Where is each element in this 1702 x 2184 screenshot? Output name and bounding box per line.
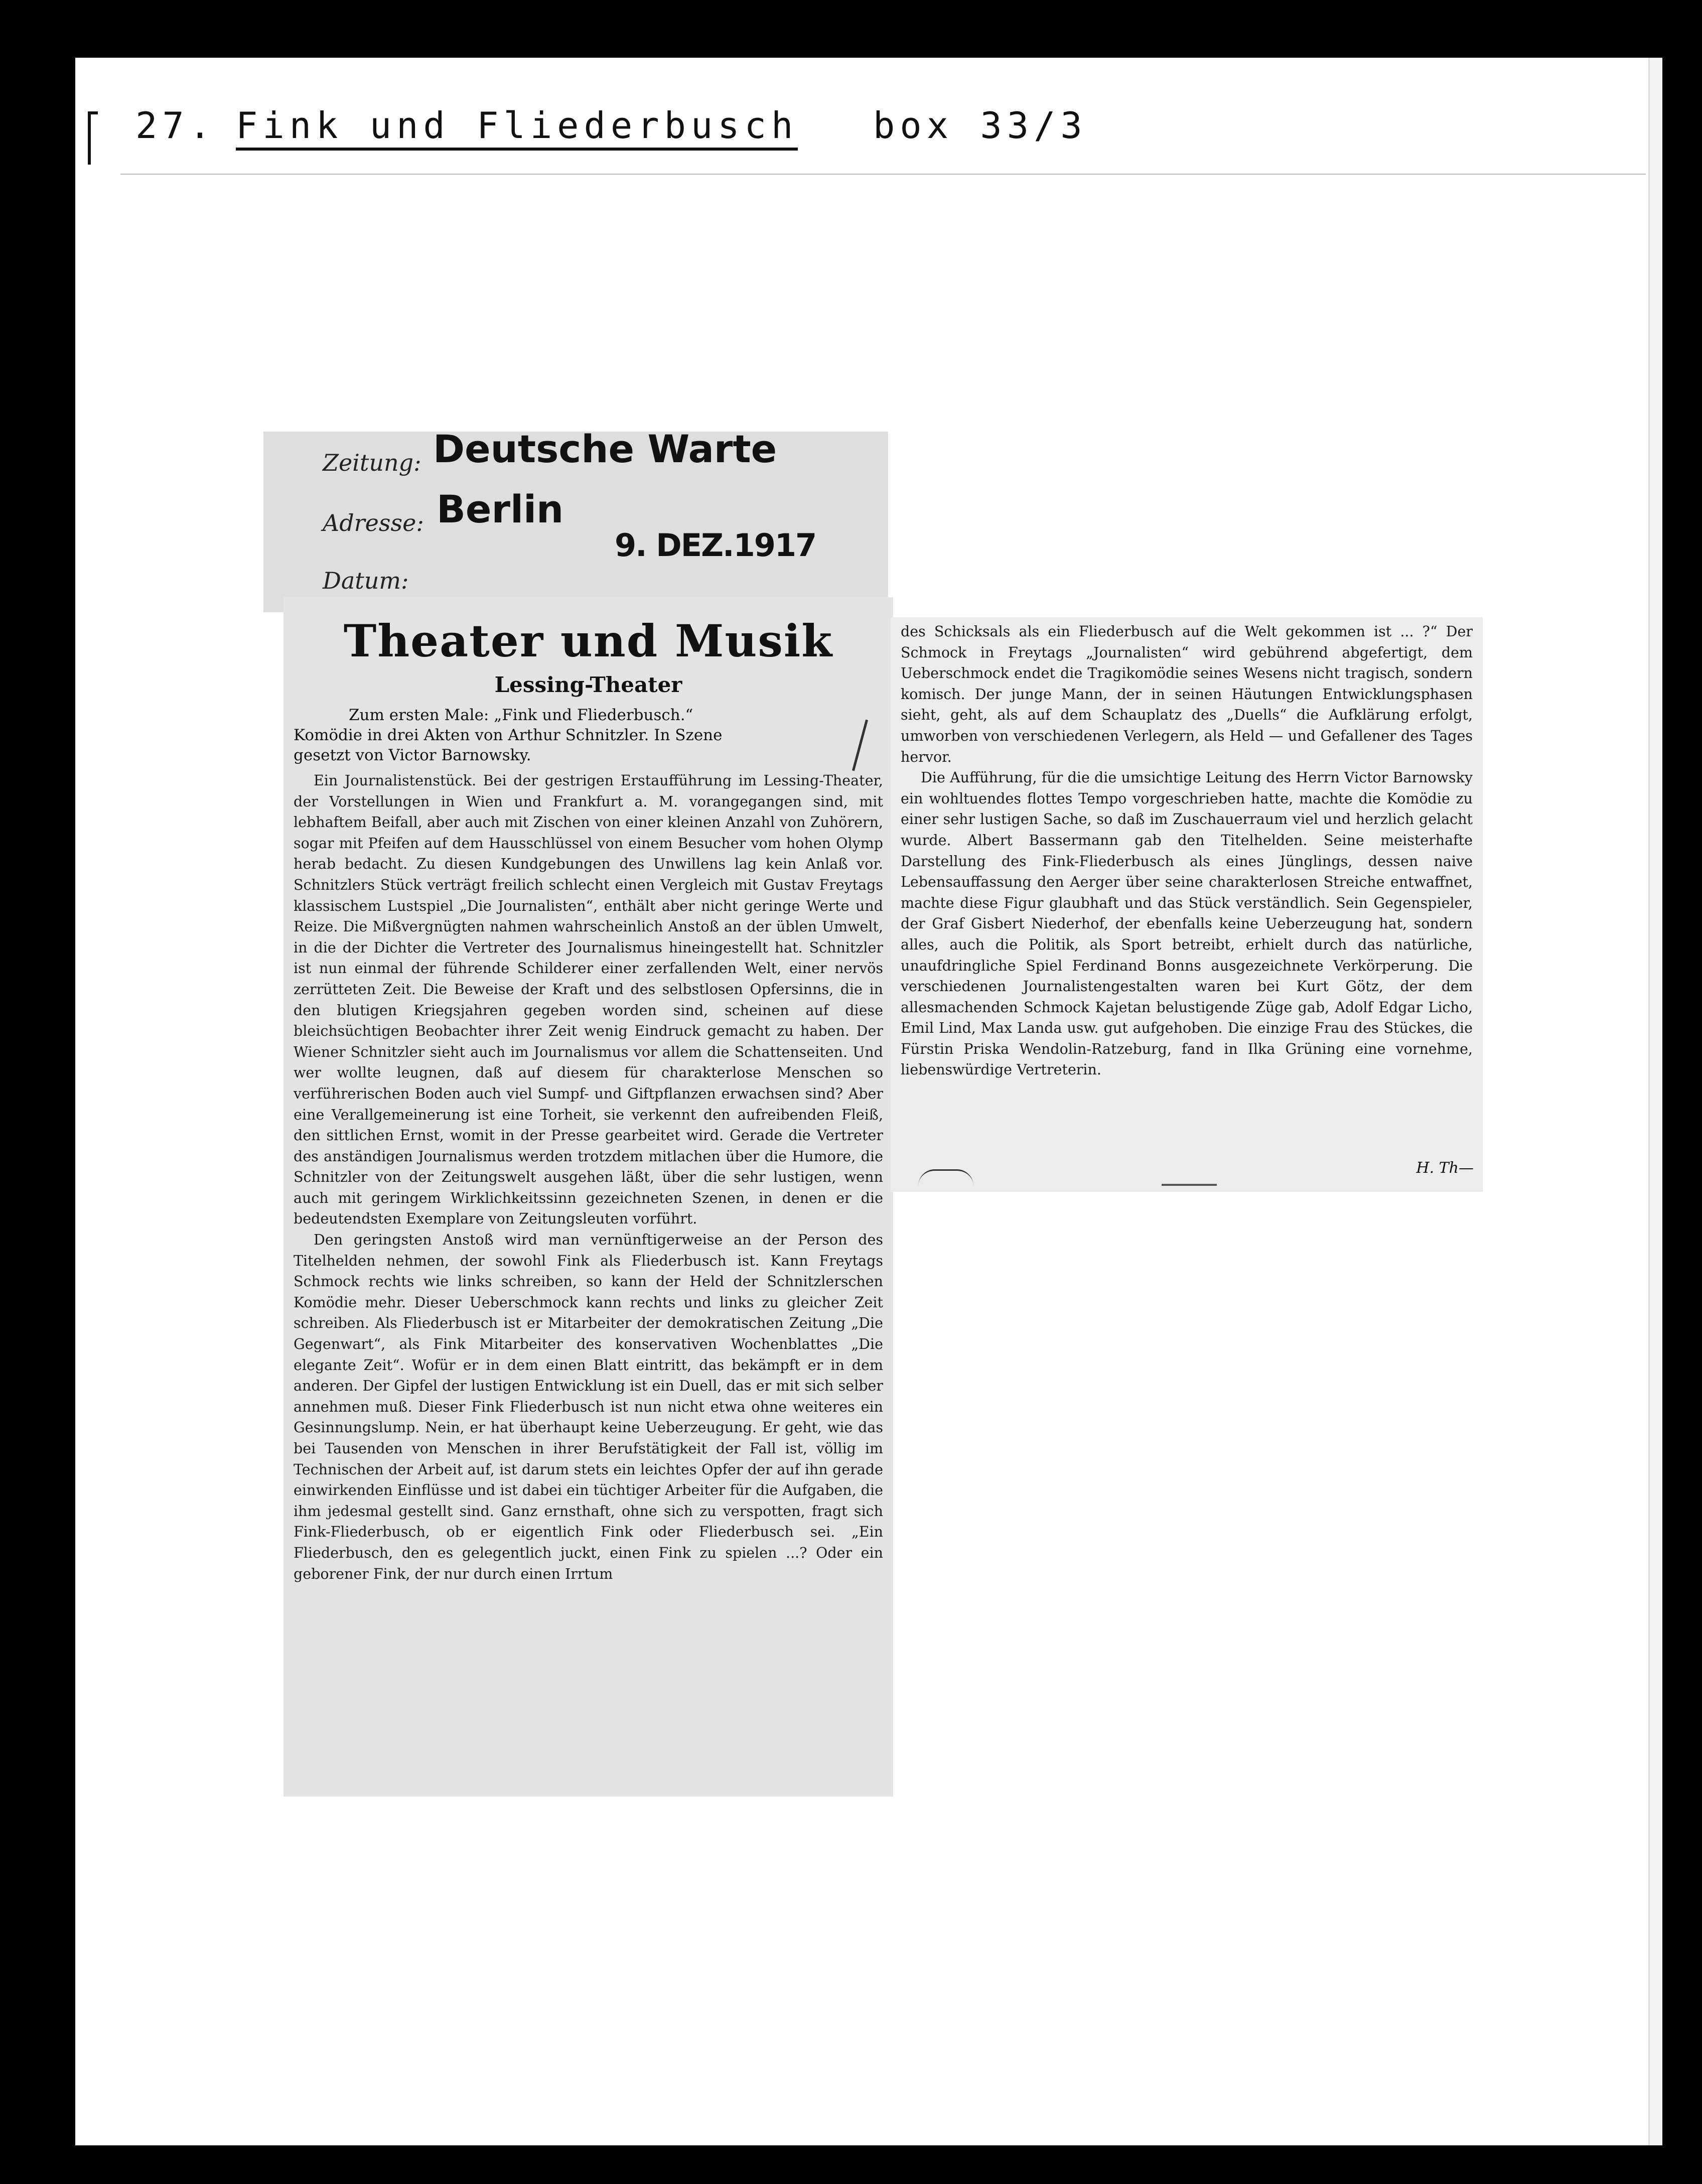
section-heading: Theater und Musik <box>343 615 833 667</box>
newspaper-label: Zeitung: <box>323 449 421 476</box>
right-column-body <box>901 621 1473 1080</box>
article-paragraph: Die Aufführung, für die die umsichtige Leitung des Herrn Victor Barnowsky ein wohltuendes flottes Tempo vorgeschrieben hatte, machte die Komödie zu einer sehr lustigen Sache, so daß im Zuschauerraum viel und herzlich gelacht wurde. Albert Bassermann gab den Titelhelden. Seine meisterhafte Darstellung des Fink-Fliederbusch als eines Jünglings, dessen naive Lebensauffassung den Aerger über seine charakterlosen Streiche entwaffnet, machte diese Figur glaubhaft und das Stück verständlich. Sein Gegenspieler, der Graf Gisbert Niederhof, der ebenfalls keine Ueberzeugung hat, sondern alles, auch die Politik, als Sport betreibt, erhielt durch das natürliche, unaufdringliche Spiel Ferdinand Bonns ausgezeichnete Verkörperung. Die verschiedenen Journalistengestalten waren bei Kurt Götz, der dem allesmachenden Schmock Kajetan belustigende Züge gab, Adolf Edgar Licho, Emil Lind, Max Landa usw. gut aufgehoben. Die einzige Frau des Stückes, die Fürstin Priska Wendolin-Ratzeburg, fand in Ilka Grüning eine vornehme, liebenswürdige Vertreterin. <box>901 769 1473 1078</box>
archive-header <box>135 104 1189 155</box>
pen-mark <box>918 1169 973 1186</box>
newspaper-name: Deutsche Warte <box>433 427 777 471</box>
address-value: Berlin <box>437 487 564 531</box>
venue-heading: Lessing-Theater <box>494 672 682 697</box>
sheet-edge <box>1648 58 1662 2145</box>
author-signature: H. Th— <box>1416 1159 1474 1177</box>
date-label: Datum: <box>323 567 409 594</box>
intro-line: Komödie in drei Akten von Arthur Schnitzler. In Szene <box>294 726 723 744</box>
corner-bracket-mark <box>88 111 98 165</box>
intro-line: Zum ersten Male: „Fink und Fliederbusch.“ <box>349 706 693 724</box>
item-title: Fink und Fliederbusch <box>236 104 798 151</box>
left-column-body <box>294 770 883 1584</box>
clipping-stamp <box>263 427 888 612</box>
date-value: 9. DEZ.1917 <box>615 527 816 564</box>
article-paragraph: des Schicksals als ein Fliederbusch auf die Welt gekommen ist ... ?“ Der Schmock in Freytags „Journalisten“ wird gebührend abgefertigt, dem Ueberschmock endet die Tragikomödie seines Wesens nicht tragisch, sondern komisch. Der junge Mann, der in seinen Häutungen Entwicklungsphasen sieht, geht, als auf dem Schauplatz des „Duells“ die Aufklärung erfolgt, umworben von verschiedenen Verlegern, als Held — und Gefallener des Tages hervor. <box>901 623 1473 765</box>
article-column-left <box>283 597 893 1797</box>
item-number: 27. <box>135 104 216 147</box>
article-paragraph: Den geringsten Anstoß wird man vernünftigerweise an der Person des Titelhelden nehmen, der sowohl Fink als Fliederbusch ist. Kann Freytags Schmock rechts wie links schreiben, so kann der Held der Schnitzlerschen Komödie mehr. Dieser Ueberschmock kann rechts und links zu gleicher Zeit schreiben. Als Fliederbusch ist er Mitarbeiter der demokratischen Zeitung „Die Gegenwart“, als Fink Mitarbeiter des konservativen Wochenblattes „Die elegante Zeit“. Wofür er in dem einen Blatt eintritt, das bekämpft er in dem anderen. Der Gipfel der lustigen Entwicklung ist ein Duell, das er mit sich selber annehmen muß. Dieser Fink Fliederbusch ist nun nicht etwa ohne weiteres ein Gesinnungslump. Nein, er hat überhaupt keine Ueberzeugung. Er geht, wie das bei Tausenden von Menschen in ihrer Berufstätigkeit der Fall ist, völlig im Technischen der Arbeit auf, ist darum stets ein leichtes Opfer der auf ihn gerade einwirkenden Einflüsse und ist dabei ein tüchtiger Arbeiter für die Aufgaben, die ihm jedesmal gestellt sind. Ganz ernsthaft, ohne sich zu verspotten, fragt sich Fink-Fliederbusch, ob er eigentlich Fink oder Fliederbusch sei. „Ein Fliederbusch, den es gelegentlich juckt, einen Fink zu spielen ...? Oder ein geborener Fink, der nur durch einen Irrtum <box>294 1232 883 1582</box>
end-rule <box>1162 1184 1217 1186</box>
intro-line: gesetzt von Victor Barnowsky. <box>294 746 531 764</box>
header-rule <box>120 174 1646 175</box>
article-column-right <box>891 617 1483 1192</box>
article-paragraph: Ein Journalistenstück. Bei der gestrigen Erstaufführung im Lessing-Theater, der Vorstellungen in Wien und Frankfurt a. M. vorangegangen sind, mit lebhaftem Beifall, aber auch mit Zischen von einer kleinen Anzahl von Zuhörern, sogar mit Pfeifen auf dem Hausschlüssel von einem Besucher vom hohen Olymp herab bedacht. Zu diesen Kundgebungen des Unwillens lag kein Anlaß vor. Schnitzlers Stück verträgt freilich schlecht einen Vergleich mit Gustav Freytags klassischem Lustspiel „Die Journalisten“, enthält aber nicht geringe Werte und Reize. Die Mißvergnügten nahmen wahrscheinlich Anstoß an der üblen Umwelt, in die der Dichter die Vertreter des Journalismus hineingestellt hat. Schnitzler ist nun einmal der führende Schilderer einer zerfallenden Welt, einer nervös zerrütteten Zeit. Die Beweise der Kraft und des selbstlosen Opfersinns, die in den blutigen Kriegsjahren gegeben worden sind, scheinen auf diese bleichsüchtigen Beobachter ihrer Zeit wenig Eindruck gemacht zu haben. Der Wiener Schnitzler sieht auch im Journalismus vor allem die Schattenseiten. Und wer wollte leugnen, daß auf diesem für charakterlose Menschen so verführerischen Boden auch viel Sumpf- und Giftpflanzen erwachsen sind? Aber eine Verallgemeinerung ist eine Torheit, sie verkennt den aufreibenden Fleiß, den sittlichen Ernst, womit in der Presse gearbeitet wird. Gerade die Vertreter des anständigen Journalismus werden trotzdem mitlachen über die Humore, die Schnitzler von der Zeitungswelt ausgehen läßt, über die sehr lustigen, wenn auch mit geringem Wirklichkeitssinn gezeichneten Szenen, in denen er die bedeutendsten Exemplare von Zeitungsleuten vorführt. <box>294 772 883 1227</box>
box-number: box 33/3 <box>873 104 1087 147</box>
address-label: Adresse: <box>323 509 424 536</box>
